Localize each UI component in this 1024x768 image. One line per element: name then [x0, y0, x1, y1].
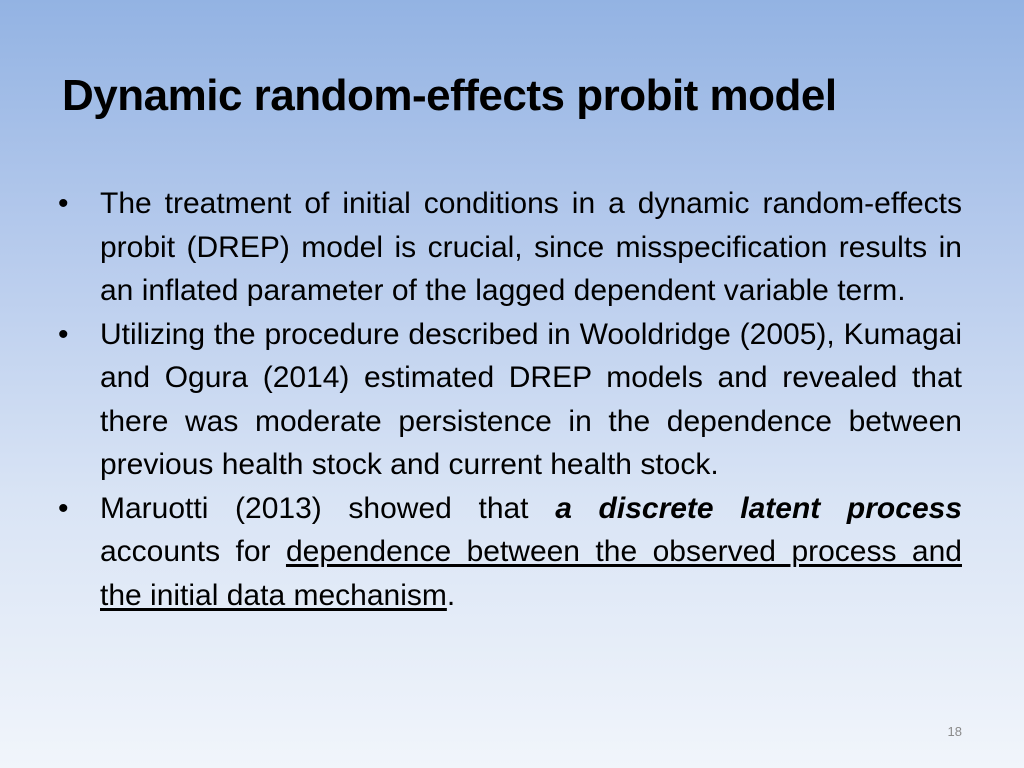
underlined-text: dependence between the observed process and the initial data mechanism [100, 535, 962, 612]
bullet-icon: • [58, 491, 69, 525]
bullet-icon: • [58, 317, 69, 351]
bullet-item-wooldridge [58, 313, 962, 487]
emphasis-text: a discrete latent process [555, 491, 962, 525]
bullet-text-middle: accounts for [100, 535, 286, 568]
bullet-text-lead: Maruotti (2013) showed that [100, 491, 556, 525]
bullet-text: Utilizing the procedure described in Wooldridge (2005), Kumagai and Ogura (2014) estimated DREP models and revealed that there was moderate persistence in the dependence between previous health stock and current health stock. [100, 317, 962, 481]
slide-title: Dynamic random-effects probit model [62, 71, 837, 120]
bullet-text-end: . [446, 578, 456, 612]
bullet-item-initial-conditions [58, 182, 962, 313]
page-number: 18 [947, 724, 962, 739]
bullet-item-maruotti [58, 487, 962, 618]
bullet-icon: • [58, 187, 69, 220]
bullet-text: The treatment of initial conditions in a dynamic random-effects probit (DREP) model is crucial, since misspecification results in an inflated parameter of the lagged dependent variable term. [100, 187, 962, 307]
bullet-list [58, 182, 962, 617]
